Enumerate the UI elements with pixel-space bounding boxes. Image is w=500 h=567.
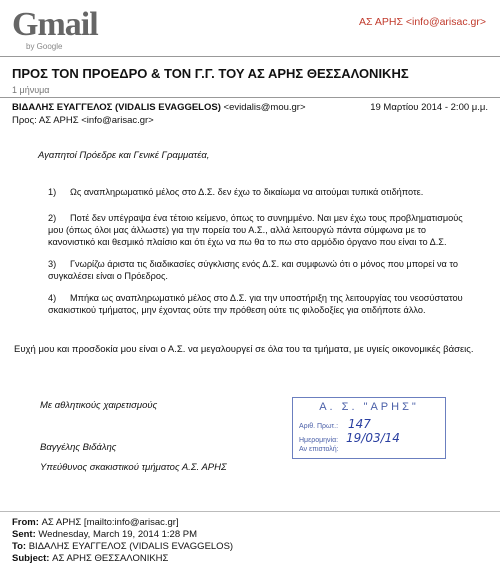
message-from [12,102,306,113]
signature-role: Υπεύθυνος σκακιστικού τμήματος Α.Σ. ΑΡΗΣ [40,462,227,473]
forward-subject-value: ΑΣ ΑΡΗΣ ΘΕΣΣΑΛΟΝΙΚΗΣ [52,553,169,564]
stamp-date-label: Ημερομηνία: [299,437,339,444]
stamp-title: Α. Σ. "ΑΡΗΣ" [319,401,419,413]
stamp-date-value: 19/03/14 [346,431,400,445]
list-item-number: 4) [48,293,57,303]
stamp-protocol-value: 147 [348,417,371,431]
thread-subject: ΠΡΟΣ ΤΟΝ ΠΡΟΕΔΡΟ & ΤΟΝ Γ.Γ. ΤΟΥ ΑΣ ΑΡΗΣ ΘΕΣΣΑΛΟΝΙΚΗΣ [12,66,409,81]
list-item [48,292,468,316]
stamp-reply-row [299,446,339,453]
forward-subject [12,553,168,564]
sender-name: ΒΙΔΑΛΗΣ ΕΥΑΓΓΕΛΟΣ (VIDALIS EVAGGELOS) [12,102,221,113]
header-divider [0,56,500,57]
account-label: ΑΣ ΑΡΗΣ <info@arisac.gr> [359,16,486,28]
stamp-protocol-row [299,417,371,431]
signature-name: Βαγγέλης Βιδάλης [40,442,117,453]
forward-to [12,541,233,552]
message-date: 19 Μαρτίου 2014 - 2:00 μ.μ. [370,102,488,113]
list-item [48,186,468,198]
forward-from [12,517,179,528]
list-item-text: Ως αναπληρωματικό μέλος στο Δ.Σ. δεν έχω το δικαίωμα να αιτούμαι τυπικά οτιδήποτε. [70,187,424,197]
sender-email: <evidalis@mou.gr> [223,102,306,113]
forward-from-label: From: [12,517,39,528]
forward-subject-label: Subject: [12,553,50,564]
forward-sent [12,529,197,540]
forward-divider [0,511,500,512]
gmail-logo-byline: by Google [26,42,63,51]
list-item-number: 3) [48,259,57,269]
protocol-stamp [292,397,446,459]
forward-to-value: ΒΙΔΑΛΗΣ ΕΥΑΓΓΕΛΟΣ (VIDALIS EVAGGELOS) [28,541,234,552]
gmail-logo [12,8,102,52]
stamp-reply-label: Αν επιστολή: [299,446,339,453]
list-item-text: Ποτέ δεν υπέγραψα ένα τέτοιο κείμενο, όπως το συνημμένο. Ναι μεν έχω τους προβληματισμούς μου (όπως όλοι μας άλλωστε) για την πορεία του Α.Σ., αλλά λειτουργώ πάντα σύμφωνα με το κανονιστικό και θεσμικό πλαίσιο και ότι έχω να πω θα το πω στο αρμόδιο όργανο που είναι το Δ.Σ. [48,213,463,247]
stamp-protocol-label: Αριθ. Πρωτ.: [299,423,339,430]
forward-from-value: ΑΣ ΑΡΗΣ [mailto:info@arisac.gr] [41,517,179,528]
list-item [48,258,468,282]
forward-sent-value: Wednesday, March 19, 2014 1:28 PM [38,529,197,540]
list-item [48,212,468,248]
closing-wish: Ευχή μου και προσδοκία μου είναι ο Α.Σ. να μεγαλουργεί σε όλα του τα τμήματα, με υγιείς οικονομικές βάσεις. [14,344,474,355]
list-item-number: 1) [48,187,57,197]
forward-to-label: To: [12,541,27,552]
list-item-text: Γνωρίζω άριστα τις διαδικασίες σύγκλισης ενός Δ.Σ. και συμφωνώ ότι ο μόνος που μπορεί να το συγκαλέσει είναι ο Πρόεδρος. [48,259,459,281]
forward-sent-label: Sent: [12,529,36,540]
greeting: Αγαπητοί Πρόεδρε και Γενικέ Γραμματέα, [38,150,210,161]
list-item-number: 2) [48,213,57,223]
gmail-logo-text: Gmail [12,6,98,43]
regards: Με αθλητικούς χαιρετισμούς [40,400,158,411]
message-count: 1 μήνυμα [12,85,50,95]
thread-divider [0,97,500,98]
message-to: Προς: ΑΣ ΑΡΗΣ <info@arisac.gr> [12,115,154,126]
stamp-date-row [299,431,400,445]
list-item-text: Μπήκα ως αναπληρωματικό μέλος στο Δ.Σ. για την υποστήριξη της λειτουργίας του νεοσύστατου σκακιστικού τμήματος, μην έχοντας ούτε την πρόθεση ούτε τις φιλοδοξίες για οτιδήποτε άλλο. [48,293,463,315]
